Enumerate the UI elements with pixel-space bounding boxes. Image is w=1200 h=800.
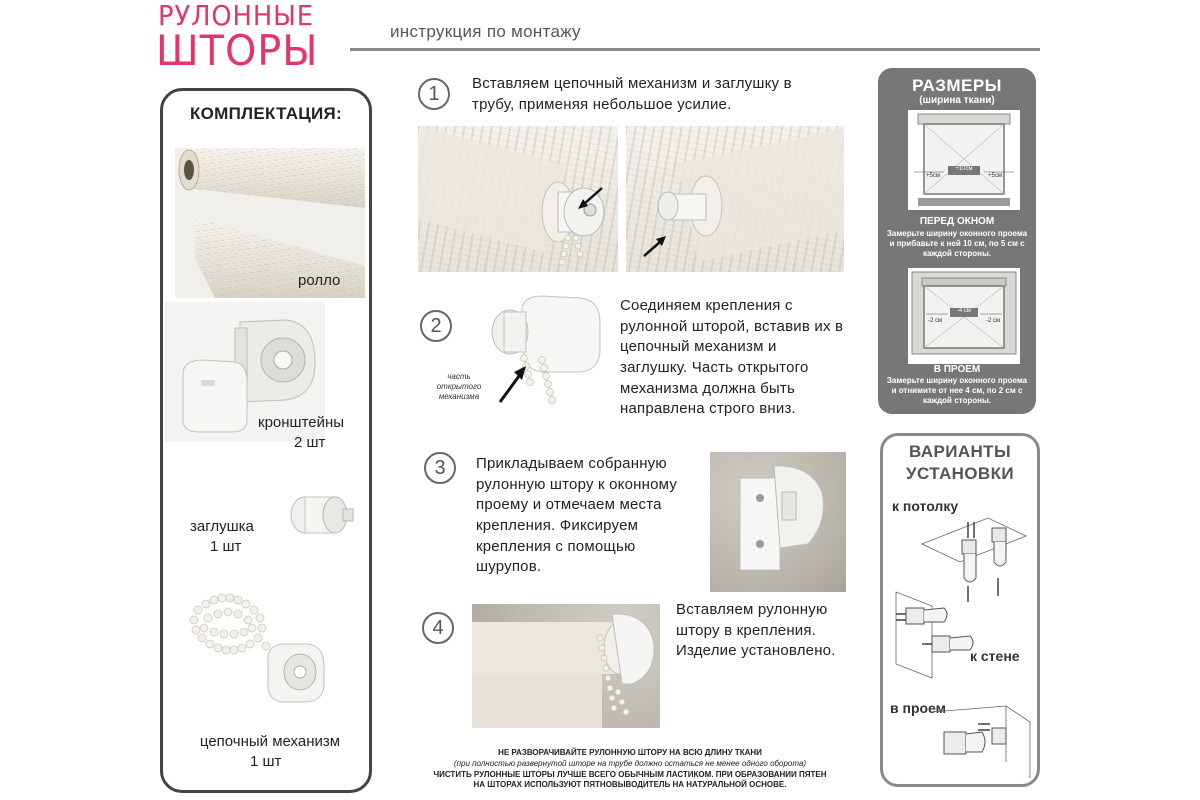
kit-item-plug-label: заглушка bbox=[190, 518, 254, 535]
kit-item-brackets-qty: 2 шт bbox=[294, 434, 326, 451]
step-1-chain-illustration bbox=[418, 126, 618, 272]
before-dim-right: +5см bbox=[988, 173, 1002, 179]
in-opening-illustration bbox=[908, 268, 1020, 364]
step-1-photo-chain bbox=[418, 126, 618, 272]
step-2-bracket-illustration bbox=[484, 292, 604, 408]
before-window-heading: ПЕРЕД ОКНОМ bbox=[919, 216, 995, 227]
plug-illustration bbox=[275, 485, 355, 555]
footer-line-4: НА ШТОРАХ ИСПОЛЬЗУЮТ ПЯТНОВЫВОДИТЕЛЬ НА НАТУРАЛЬНОЙ ОСНОВЕ. bbox=[473, 780, 787, 790]
kit-item-roll-label: ролло bbox=[298, 272, 341, 289]
opening-dim-right: -2 см bbox=[986, 318, 1001, 324]
before-window-illustration bbox=[908, 110, 1020, 210]
opening-dim-center: -4 см bbox=[956, 308, 972, 314]
kit-item-plug-qty: 1 шт bbox=[210, 538, 242, 555]
step-2-photo bbox=[484, 292, 604, 408]
variants-title-line-1: ВАРИАНТЫ bbox=[908, 442, 1012, 461]
step-2-number: 2 bbox=[420, 310, 452, 342]
kit-title: КОМПЛЕКТАЦИЯ: bbox=[189, 104, 343, 123]
plug-photo bbox=[275, 485, 355, 555]
step-4-number: 4 bbox=[422, 612, 454, 644]
opening-mount-illustration bbox=[926, 702, 1032, 780]
step-2-text: Соединяем крепления с рулонной шторой, вставив их в цепочный механизм и заглушку. Часть открытого механизма должна быть направлена строго вниз. bbox=[620, 297, 844, 418]
before-dim-center: +10см bbox=[955, 166, 973, 172]
step-3-bracket-illustration bbox=[710, 452, 846, 592]
before-window-note: Замерьте ширину оконного проема и прибавьте к ней 10 см, по 5 см с каждой стороны. bbox=[886, 229, 1028, 258]
variant-wall-label: к стене bbox=[970, 648, 1020, 664]
opening-dim-left: -2 см bbox=[928, 318, 943, 324]
kit-item-chain-label: цепочный механизм bbox=[199, 733, 341, 750]
variant-opening-diagram bbox=[926, 702, 1032, 780]
step-2-callout: часть открытого механизма bbox=[436, 372, 482, 401]
before-dim-left: +5см bbox=[926, 173, 940, 179]
step-1-plug-illustration bbox=[626, 126, 844, 272]
step-4-photo bbox=[472, 604, 660, 728]
sizes-title: РАЗМЕРЫ bbox=[912, 76, 1002, 95]
step-1-number: 1 bbox=[418, 78, 450, 110]
in-opening-heading: В ПРОЕМ bbox=[933, 364, 981, 375]
step-4-installed-illustration bbox=[472, 604, 660, 728]
footer-line-3: ЧИСТИТЬ РУЛОННЫЕ ШТОРЫ ЛУЧШЕ ВСЕГО ОБЫЧНЫМ ЛАСТИКОМ. ПРИ ОБРАЗОВАНИИ ПЯТЕН bbox=[433, 769, 827, 779]
variants-title-line-2: УСТАНОВКИ bbox=[906, 464, 1014, 483]
step-4-text: Вставляем рулонную штору в крепления. Изделие установлено. bbox=[676, 601, 836, 660]
variant-ceiling-label: к потолку bbox=[892, 498, 959, 514]
step-3-text: Прикладываем собранную рулонную штору к оконному проему и отмечаем места крепления. Фиксируем крепления с помощью шурупов. bbox=[476, 455, 678, 576]
before-window-diagram bbox=[908, 110, 1020, 210]
wall-mount-illustration bbox=[892, 588, 982, 680]
chain-illustration bbox=[178, 580, 358, 720]
footer-notes bbox=[380, 748, 880, 791]
chain-photo bbox=[178, 580, 358, 720]
in-opening-note: Замерьте ширину оконного проема и отнимите от нее 4 см, по 2 см с каждой стороны. bbox=[886, 376, 1028, 405]
footer-line-2: (при полностью развернутой шторе на трубе должно остаться не менее одного оборота) bbox=[453, 758, 807, 768]
step-3-number: 3 bbox=[424, 452, 456, 484]
variant-opening-label: в проем bbox=[890, 700, 947, 716]
kit-item-brackets-label: кронштейны bbox=[258, 414, 345, 431]
sizes-subtitle: (ширина ткани) bbox=[919, 95, 995, 106]
step-3-photo bbox=[710, 452, 846, 592]
page-subtitle: инструкция по монтажу bbox=[390, 22, 581, 41]
in-opening-diagram bbox=[908, 268, 1020, 364]
footer-line-1: НЕ РАЗВОРАЧИВАЙТЕ РУЛОННУЮ ШТОРУ НА ВСЮ ДЛИНУ ТКАНИ bbox=[498, 748, 762, 757]
step-1-photo-plug bbox=[626, 126, 844, 272]
kit-item-chain-qty: 1 шт bbox=[250, 753, 282, 770]
variant-wall-diagram bbox=[892, 588, 982, 680]
title-line-2: ШТОРЫ bbox=[156, 26, 319, 75]
step-1-text: Вставляем цепочный механизм и заглушку в трубу, применяя небольшое усилие. bbox=[472, 75, 792, 113]
title-divider bbox=[350, 48, 1040, 51]
title-line-1: РУЛОННЫЕ bbox=[158, 0, 314, 32]
